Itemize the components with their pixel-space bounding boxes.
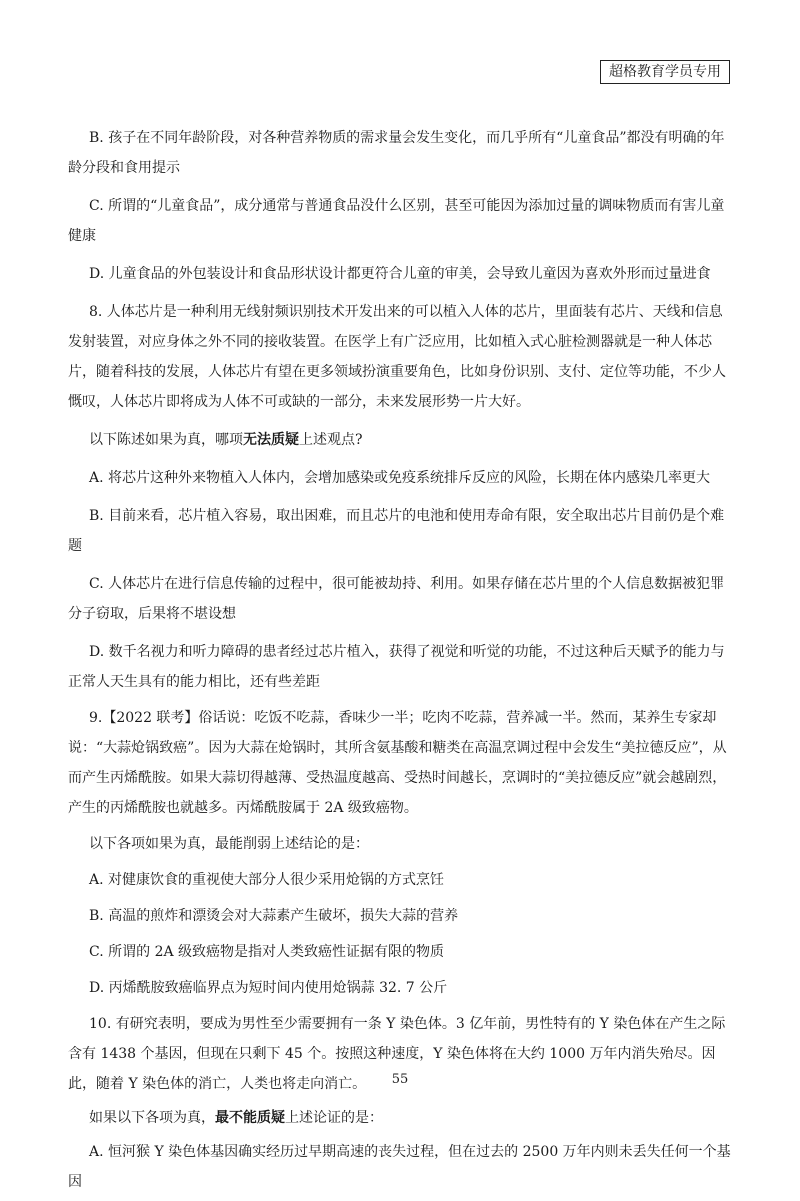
q8-question-pre: 以下陈述如果为真，哪项 <box>89 432 243 448</box>
q10-option-a: A. 恒河猴 Y 染色体基因确实经历过早期高速的丧失过程，但在过去的 2500 万年内则未丢失任何一个基因 <box>68 1144 731 1190</box>
header-tag: 超格教育学员专用 <box>600 60 730 84</box>
q8-option-a: A. 将芯片这种外来物植入人体内，会增加感染或免疫系统排斥反应的风险，长期在体内感染几率更大 <box>89 470 711 486</box>
q9-stem: 9.【2022 联考】俗话说：吃饭不吃蒜，香味少一半；吃肉不吃蒜，营养减一半。然而，某养生专家却说：“大蒜炝锅致癌”。因为大蒜在炝锅时，其所含氨基酸和糖类在高温烹调过程中会发生“美拉德反应”，从而产生丙烯酰胺。如果大蒜切得越薄、受热温度越高、受热时间越长，烹调时的“美拉德反应”就会越剧烈，产生的丙烯酰胺也就越多。丙烯酰胺属于 2A 级致癌物。 <box>68 710 727 816</box>
q10-question-bold: 最不能质疑 <box>215 1110 285 1126</box>
document-body <box>68 123 734 1201</box>
q7-option-d: D. 儿童食品的外包装设计和食品形状设计都更符合儿童的审美，会导致儿童因为喜欢外形而过量进食 <box>89 266 711 282</box>
q9-option-d: D. 丙烯酰胺致癌临界点为短时间内使用炝锅蒜 32. 7 公斤 <box>89 980 448 996</box>
q10-question-pre: 如果以下各项为真， <box>89 1110 215 1126</box>
q7-option-b: B. 孩子在不同年龄阶段，对各种营养物质的需求量会发生变化，而几乎所有“儿童食品”都没有明确的年龄分段和食用提示 <box>68 130 725 176</box>
q8-stem: 8. 人体芯片是一种利用无线射频识别技术开发出来的可以植入人体的芯片，里面装有芯片、天线和信息发射装置，对应身体之外不同的接收装置。在医学上有广泛应用，比如植入式心脏检测器就是一种人体芯片，随着科技的发展，人体芯片有望在更多领域扮演重要角色，比如身份识别、支付、定位等功能，不少人慨叹，人体芯片即将成为人体不可或缺的一部分，未来发展形势一片大好。 <box>68 304 726 410</box>
q10-stem: 10. 有研究表明，要成为男性至少需要拥有一条 Y 染色体。3 亿年前，男性特有的 Y 染色体在产生之际含有 1438 个基因，但现在只剩下 45 个。按照这种速度，Y 染色体将在大约 1000 万年内消失殆尽。因此，随着 Y 染色体的消亡，人类也将走向消亡。 <box>68 1016 726 1092</box>
q9-question: 以下各项如果为真，最能削弱上述结论的是： <box>89 836 369 852</box>
q8-option-b: B. 目前来看，芯片植入容易，取出困难，而且芯片的电池和使用寿命有限，安全取出芯片目前仍是个难题 <box>68 508 725 554</box>
q10-question <box>68 1103 734 1133</box>
q8-option-d: D. 数千名视力和听力障碍的患者经过芯片植入，获得了视觉和听觉的功能，不过这种后天赋予的能力与正常人天生具有的能力相比，还有些差距 <box>68 644 725 690</box>
q8-option-c: C. 人体芯片在进行信息传输的过程中，很可能被劫持、利用。如果存储在芯片里的个人信息数据被犯罪分子窃取，后果将不堪设想 <box>68 576 725 622</box>
q8-question <box>68 425 734 455</box>
q7-option-c: C. 所谓的“儿童食品”，成分通常与普通食品没什么区别，甚至可能因为添加过量的调味物质而有害儿童健康 <box>68 198 725 244</box>
q10-question-post: 上述论证的是： <box>285 1110 383 1126</box>
q8-question-post: 上述观点? <box>299 432 363 448</box>
q9-option-b: B. 高温的煎炸和漂烫会对大蒜素产生破坏，损失大蒜的营养 <box>89 908 459 924</box>
q9-option-c: C. 所谓的 2A 级致癌物是指对人类致癌性证据有限的物质 <box>89 944 445 960</box>
q8-question-bold: 无法质疑 <box>243 432 299 448</box>
q9-option-a: A. 对健康饮食的重视使大部分人很少采用炝锅的方式烹饪 <box>89 872 445 888</box>
page-number: 55 <box>391 1072 409 1087</box>
